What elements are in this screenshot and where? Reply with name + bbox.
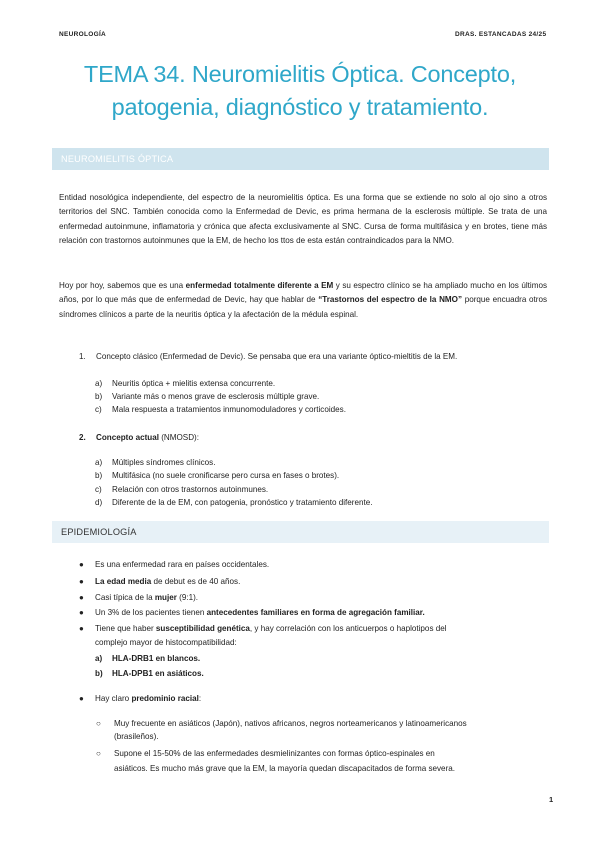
section-heading-nmo: NEUROMIELITIS ÓPTICA [52,148,549,170]
list-item-marker: a) [95,458,103,467]
list-item-text: Multifásica (no suele cronificarse pero cursa en fases o brotes). [112,471,340,480]
racial-subitem-2: Supone el 15-50% de las enfermedades desmielinizantes con formas óptico-espinales en [114,749,435,758]
bullet-5-text-b: , y hay correlación con los anticuerpos o haplotipos del [249,624,447,633]
concept-2-bold: Concepto actual [96,433,159,442]
list-item-marker: a) [95,654,103,663]
list-item [95,470,339,482]
section-heading-epidemiology: EPIDEMIOLOGÍA [52,521,549,543]
list-item [95,484,268,496]
epidemiology-bullet-5-line-2: complejo mayor de histocompatibilidad: [95,638,237,647]
list-item-marker: b) [95,471,103,480]
bullet-2-bold: La edad media [95,577,152,586]
bullet-4-text: Un 3% de los pacientes tienen [95,608,207,617]
intro-p2-text-b: y su espectro clínico se ha ampliado mucho en los últimos años, por lo que más que de enfermedad de Devic, hay que hablar de [59,281,547,305]
list-item-marker: b) [95,392,103,401]
epidemiology-bullet-4 [95,607,425,619]
list-item-text: HLA-DPB1 en asiáticos. [112,669,204,678]
concept-2 [79,432,199,444]
concept-1-number: 1. [79,352,86,361]
bullet-icon: ● [79,608,84,617]
epidemiology-bullet-1: Es una enfermedad rara en países occidentales. [95,560,270,569]
bullet-6-text-a: Hay claro [95,694,132,703]
list-item [95,378,275,390]
list-item [95,404,346,416]
bullet-icon: ● [79,624,84,633]
intro-p2-bold-b: “Trastornos del espectro de la NMO” [318,295,463,305]
header-authors: DRAS. ESTANCADAS 24/25 [455,31,547,38]
bullet-5-bold: susceptibilidad genética [155,624,250,633]
concept-2-text: (NMOSD): [158,433,199,442]
intro-p2-text-a: Hoy por hoy, sabemos que es una [59,281,186,290]
list-item-marker: d) [95,498,103,507]
hollow-bullet-icon: ○ [96,719,101,728]
list-item-marker: c) [95,485,102,494]
intro-p2-bold-a: enfermedad totalmente diferente a EM [185,281,334,290]
list-item-text: HLA-DRB1 en blancos. [112,654,201,663]
concept-1 [79,351,457,363]
list-item-text: Mala respuesta a tratamientos inmunomoduladores y corticoides. [112,405,346,414]
bullet-icon: ● [79,694,84,703]
bullet-2-text: de debut es de 40 años. [151,577,241,586]
intro-p2-text-c: porque encuadra otros síndromes clínicos a parte de la neuritis óptica y la afectación de la médula espinal. [59,295,547,319]
list-item [95,668,204,680]
epidemiology-bullet-2 [95,576,240,588]
epidemiology-bullet-6 [95,693,201,705]
hollow-bullet-icon: ○ [96,749,101,758]
bullet-6-text-b: : [198,694,202,703]
bullet-icon: ● [79,593,84,602]
concept-1-text: Concepto clásico (Enfermedad de Devic). Se pensaba que era una variante óptico-mieltitis de la EM. [96,352,458,361]
bullet-3-text-b: (9:1). [176,593,199,602]
list-item [95,653,200,665]
list-item-text: Múltiples síndromes clínicos. [112,458,216,467]
bullet-3-bold: mujer [154,593,177,602]
page-number: 1 [549,795,554,804]
bullet-5-text-a: Tiene que haber [95,624,156,633]
racial-subitem-1: Muy frecuente en asiáticos (Japón), nativos africanos, negros norteamericanos y latinoamericanos [114,719,467,728]
list-item-text: Relación con otros trastornos autoinmunes. [112,485,269,494]
bullet-4-bold: antecedentes familiares en forma de agregación familiar. [206,608,425,617]
list-item-marker: a) [95,379,103,388]
racial-subitem-2-line-2: asiáticos. Es mucho más grave que la EM, la mayoría quedan discapacitados de forma severa. [114,764,456,773]
list-item-text: Variante más o menos grave de esclerosis múltiple grave. [112,392,320,401]
racial-subitem-1-line-2: (brasileños). [114,732,159,741]
list-item [95,497,373,509]
list-item [95,391,319,403]
bullet-icon: ● [79,560,84,569]
intro-paragraph-2 [59,279,547,322]
bullet-6-bold: predominio racial [131,694,199,703]
list-item-text: Diferente de la de EM, con patogenia, pronóstico y tratamiento diferente. [112,498,373,507]
list-item-marker: b) [95,669,103,678]
page-title-line-1: TEMA 34. Neuromielitis Óptica. Concepto, [83,61,517,87]
concept-2-number: 2. [79,433,86,442]
list-item [95,457,215,469]
epidemiology-bullet-3 [95,592,198,604]
bullet-icon: ● [79,577,84,586]
bullet-3-text-a: Casi típica de la [95,593,155,602]
epidemiology-bullet-5 [95,623,447,635]
page-title-line-2: patogenia, diagnóstico y tratamiento. [111,94,489,120]
list-item-marker: c) [95,405,102,414]
header-subject: NEUROLOGÍA [59,31,107,38]
list-item-text: Neuritis óptica + mielitis extensa concurrente. [112,379,276,388]
intro-paragraph-1: Entidad nosológica independiente, del espectro de la neuromielitis óptica. Es una forma que se extiende no solo al ojo sino a otros territorios del SNC. También conocida como la Enfermedad de Devic, es prima hermana de la esclerosis múltiple. Se trata de una enfermedad autoinmune, inflamatoria y crónica que afecta exclusivamente al SNC. Cursa de forma multifásica y en brotes, tiene más relación con trastornos autoinmunes que la EM, de hecho los ttos de esta están contraindicados para la NMO. [59,193,547,245]
page-title [40,58,560,124]
